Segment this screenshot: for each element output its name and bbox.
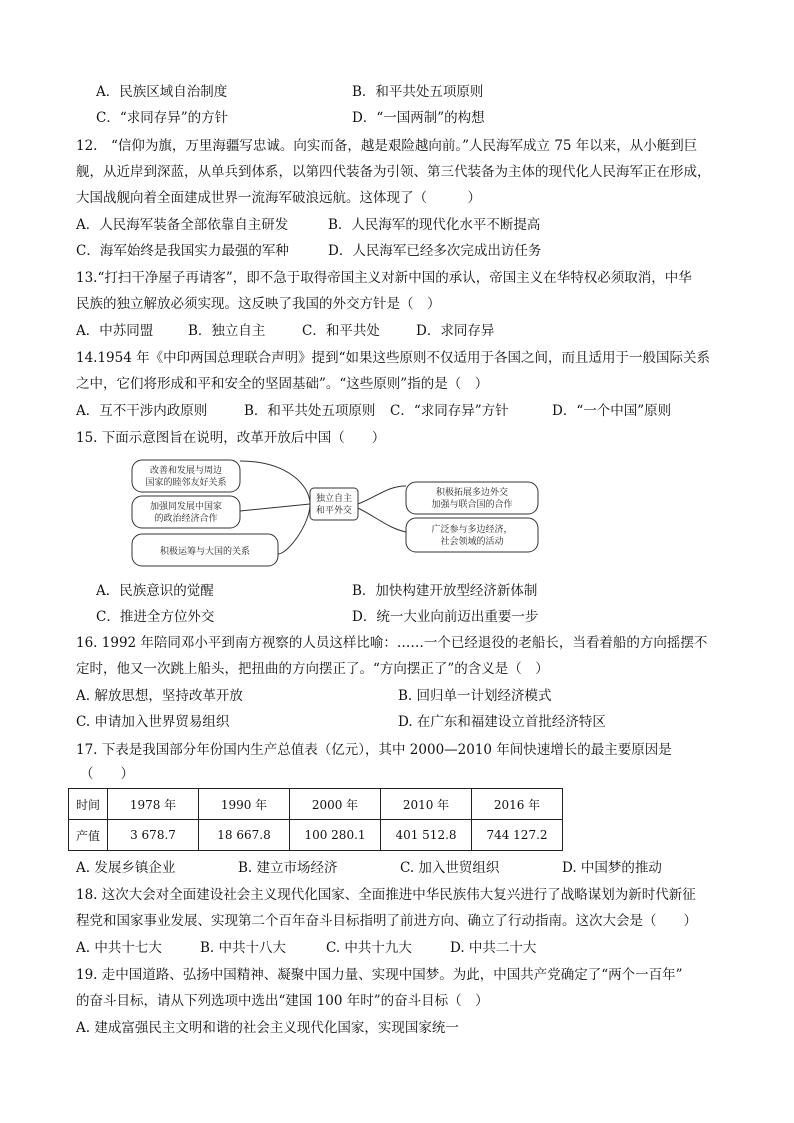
q13-option-a: A．中苏同盟 <box>76 323 154 339</box>
gdp-table-value-row <box>69 820 563 851</box>
q14-option-a: A．互不干涉内政原则 <box>76 403 208 419</box>
left-box-neighbors-line-1: 改善和发展与周边 <box>149 466 223 476</box>
q19-stem-line-1: 19. 走中国道路、弘扬中国精神、凝聚中国力量、实现中国梦。为此，中国共产党确定了“两个一百年” <box>76 967 683 983</box>
q12-option-a: A．人民海军装备全部依靠自主研发 <box>76 217 289 233</box>
q12-option-d: D．人民海军已经多次完成出访任务 <box>328 243 542 259</box>
q14-stem-line-1: 14.1954 年《中印两国总理联合声明》提到“如果这些原则不仅适用于各国之间，而且适用于一般国际关系 <box>76 350 711 366</box>
q13-option-c: C．和平共处 <box>302 323 380 339</box>
q18-option-b: B. 中共十八大 <box>200 940 287 956</box>
q12-stem-line-3: 大国战舰向着全面建成世界一流海军破浪远航。这体现了（ ） <box>76 190 481 206</box>
q17-option-d: D. 中国梦的推动 <box>562 860 662 876</box>
gdp-year-2016: 2016 年 <box>472 789 563 820</box>
gdp-table <box>68 788 563 851</box>
gdp-value-1990: 18 667.8 <box>199 820 290 851</box>
left-box-developing-line-1: 加强同发展中国家 <box>149 502 223 512</box>
gdp-header-label: 时间 <box>69 789 108 820</box>
q15-option-a: A．民族意识的觉醒 <box>96 583 214 599</box>
gdp-value-2016: 744 127.2 <box>472 820 563 851</box>
q19-stem-line-2: 的奋斗目标，请从下列选项中选出“建国 100 年时”的奋斗目标（ ） <box>76 993 489 1009</box>
q15-stem: 15. 下面示意图旨在说明，改革开放后中国（ ） <box>76 430 386 446</box>
q13-option-b: B．独立自主 <box>188 323 266 339</box>
q12-stem-line-2: 舰，从近岸到深蓝，从单兵到体系，以第四代装备为引领、第三代装备为主体的现代化人民海军正在形成， <box>76 164 711 180</box>
q12-stem-line-1: 12. “信仰为旗，万里海疆写忠诚。向实而备，越是艰险越向前。”人民海军成立 75 年以来，从小艇到巨 <box>76 138 698 154</box>
q17-stem-line-1: 17. 下表是我国部分年份国内生产总值表（亿元），其中 2000—2010 年间快速增长的最主要原因是 <box>76 742 672 758</box>
q19-option-a: A. 建成富强民主文明和谐的社会主义现代化国家，实现国家统一 <box>76 1020 459 1036</box>
gdp-value-2000: 100 280.1 <box>290 820 381 851</box>
q18-stem-line-1: 18. 这次大会对全面建设社会主义现代化国家、全面推进中华民族伟大复兴进行了战略谋划为新时代新征 <box>76 887 696 903</box>
q14-stem-line-2: 之中，它们将形成和平和安全的坚固基础”。“这些原则”指的是（ ） <box>76 376 489 392</box>
q12-option-b: B．人民海军的现代化水平不断提高 <box>328 217 541 233</box>
q11-option-c: C．“求同存异”的方针 <box>96 110 229 126</box>
right-box-multilateral-line-2: 加强与联合国的合作 <box>431 500 513 510</box>
q15-option-b: B．加快构建开放型经济新体制 <box>352 583 538 599</box>
gdp-table-header-row <box>69 789 563 820</box>
q15-option-d: D．统一大业向前迈出重要一步 <box>352 609 539 625</box>
q11-option-d: D．“一国两制”的构想 <box>352 110 485 126</box>
q18-option-c: C. 中共十九大 <box>326 940 412 956</box>
gdp-row-label: 产值 <box>69 820 108 851</box>
q11-option-a: A．民族区域自治制度 <box>96 84 228 100</box>
q17-stem-line-2: （ ） <box>80 766 134 782</box>
gdp-year-2010: 2010 年 <box>381 789 472 820</box>
q11-option-b: B．和平共处五项原则 <box>352 84 484 100</box>
gdp-value-1978: 3 678.7 <box>108 820 199 851</box>
q17-option-c: C. 加入世贸组织 <box>400 860 500 876</box>
q16-option-b: B. 回归单一计划经济模式 <box>398 688 552 704</box>
right-box-economic-line-1: 广泛参与多边经济， <box>431 525 513 535</box>
q15-option-c: C．推进全方位外交 <box>96 609 215 625</box>
right-box-economic-line-2: 社会领域的活动 <box>440 537 504 547</box>
q17-option-a: A. 发展乡镇企业 <box>76 860 176 876</box>
right-box-multilateral-line-1: 积极拓展多边外交 <box>435 488 509 498</box>
foreign-policy-diagram <box>128 456 544 570</box>
q16-option-a: A. 解放思想，坚持改革开放 <box>76 688 243 704</box>
left-connector-middle <box>240 504 310 511</box>
gdp-year-2000: 2000 年 <box>290 789 381 820</box>
gdp-year-1978: 1978 年 <box>108 789 199 820</box>
q18-option-a: A. 中共十七大 <box>76 940 162 956</box>
left-box-major-powers-label: 积极运筹与大国的关系 <box>159 547 251 557</box>
left-box-developing-line-2: 的政治经济合作 <box>154 514 218 524</box>
q16-option-d: D. 在广东和福建设立首批经济特区 <box>398 714 606 730</box>
left-box-neighbors-line-2: 国家的睦邻友好关系 <box>145 478 227 488</box>
q16-stem-line-1: 16. 1992 年陪同邓小平到南方视察的人员这样比喻：……一个已经退役的老船长，当看着船的方向摇摆不 <box>76 635 708 651</box>
gdp-year-1990: 1990 年 <box>199 789 290 820</box>
q16-option-c: C. 申请加入世界贸易组织 <box>76 714 230 730</box>
right-connector-bottom <box>358 508 406 532</box>
q16-stem-line-2: 定时，他又一次跳上船头，把扭曲的方向摆正了。“方向摆正了”的含义是（ ） <box>76 661 549 677</box>
q17-option-b: B. 建立市场经济 <box>238 860 338 876</box>
gdp-value-2010: 401 512.8 <box>381 820 472 851</box>
q13-stem-line-2: 民族的独立解放必须实现。这反映了我国的外交方针是（ ） <box>76 296 441 312</box>
q18-option-d: D. 中共二十大 <box>450 940 537 956</box>
right-connector-top <box>358 486 406 504</box>
q13-stem-line-1: 13.“打扫干净屋子再请客”，即不急于取得帝国主义对新中国的承认，帝国主义在华特权必须取消，中华 <box>76 270 692 286</box>
q14-option-c: C．“求同存异”方针 <box>390 403 509 419</box>
q12-option-c: C．海军始终是我国实力最强的军种 <box>76 243 289 259</box>
center-box-line-2: 和平外交 <box>315 506 353 516</box>
q13-option-d: D．求同存异 <box>416 323 495 339</box>
center-box-line-1: 独立自主 <box>315 494 353 504</box>
q18-stem-line-2: 程党和国家事业发展、实现第二个百年奋斗目标指明了前进方向、确立了行动指南。这次大会是（ ） <box>76 913 697 929</box>
q14-option-d: D．“一个中国”原则 <box>552 403 672 419</box>
q14-option-b: B．和平共处五项原则 <box>244 403 376 419</box>
